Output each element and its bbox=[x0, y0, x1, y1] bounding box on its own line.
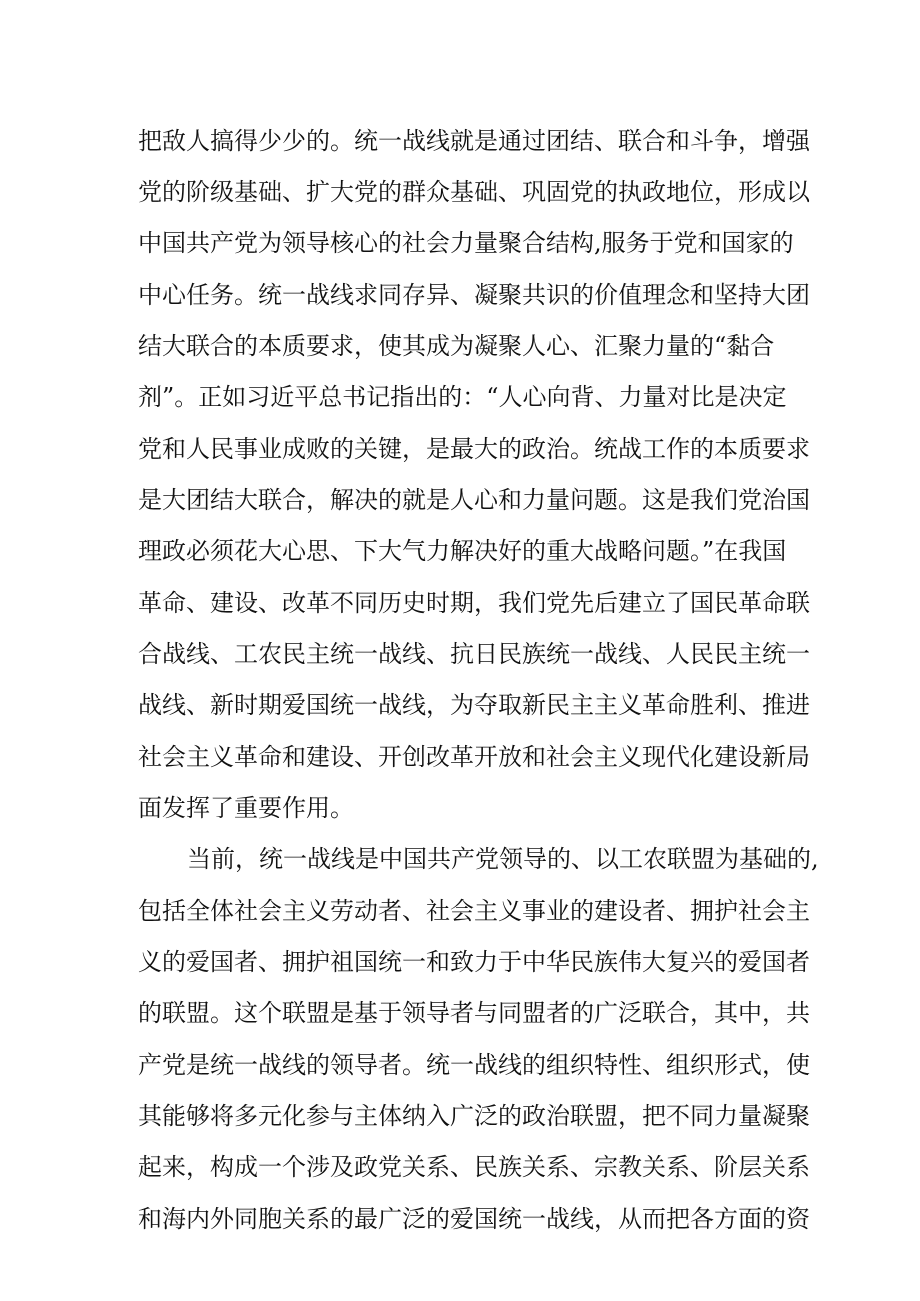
text-line: 中心任务。统一战线求同存异、凝聚共识的价值理念和坚持大团 bbox=[138, 281, 810, 309]
text-line: 产党是统一战线的领导者。统一战线的组织特性、组织形式，使 bbox=[138, 1051, 810, 1079]
text-line: 其能够将多元化参与主体纳入广泛的政治联盟，把不同力量凝聚 bbox=[138, 1102, 810, 1130]
text-line: 合战线、工农民主统一战线、抗日民族统一战线、人民民主统一 bbox=[138, 640, 810, 668]
text-line: 是大团结大联合，解决的就是人心和力量问题。这是我们党治国 bbox=[138, 486, 810, 514]
text-line: 中国共产党为领导核心的社会力量聚合结构,服务于党和国家的 bbox=[138, 229, 794, 257]
text-line: 理政必须花大心思、下大气力解决好的重大战略问题。”在我国 bbox=[138, 537, 787, 565]
text-line: 结大联合的本质要求，使其成为凝聚人心、汇聚力量的“黏合 bbox=[138, 332, 775, 360]
text-line: 当前，统一战线是中国共产党领导的、以工农联盟为基础的, bbox=[187, 845, 819, 873]
text-line: 的联盟。这个联盟是基于领导者与同盟者的广泛联合，其中，共 bbox=[138, 999, 810, 1027]
text-line: 党和人民事业成败的关键，是最大的政治。统战工作的本质要求 bbox=[138, 435, 810, 463]
text-line: 把敌人搞得少少的。统一战线就是通过团结、联合和斗争，增强 bbox=[138, 127, 810, 155]
text-line: 面发挥了重要作用。 bbox=[138, 794, 354, 822]
text-line: 党的阶级基础、扩大党的群众基础、巩固党的执政地位，形成以 bbox=[138, 178, 810, 206]
text-line: 社会主义革命和建设、开创改革开放和社会主义现代化建设新局 bbox=[138, 743, 810, 771]
text-line: 剂”。正如习近平总书记指出的：“人心向背、力量对比是决定 bbox=[138, 383, 787, 411]
text-line: 起来，构成一个涉及政党关系、民族关系、宗教关系、阶层关系 bbox=[138, 1153, 810, 1181]
text-line: 战线、新时期爱国统一战线，为夺取新民主主义革命胜利、推进 bbox=[138, 691, 810, 719]
text-line: 革命、建设、改革不同历史时期，我们党先后建立了国民革命联 bbox=[138, 589, 810, 617]
text-line: 义的爱国者、拥护祖国统一和致力于中华民族伟大复兴的爱国者 bbox=[138, 948, 810, 976]
text-line: 包括全体社会主义劳动者、社会主义事业的建设者、拥护社会主 bbox=[138, 897, 810, 925]
text-line: 和海内外同胞关系的最广泛的爱国统一战线，从而把各方面的资 bbox=[138, 1205, 810, 1233]
